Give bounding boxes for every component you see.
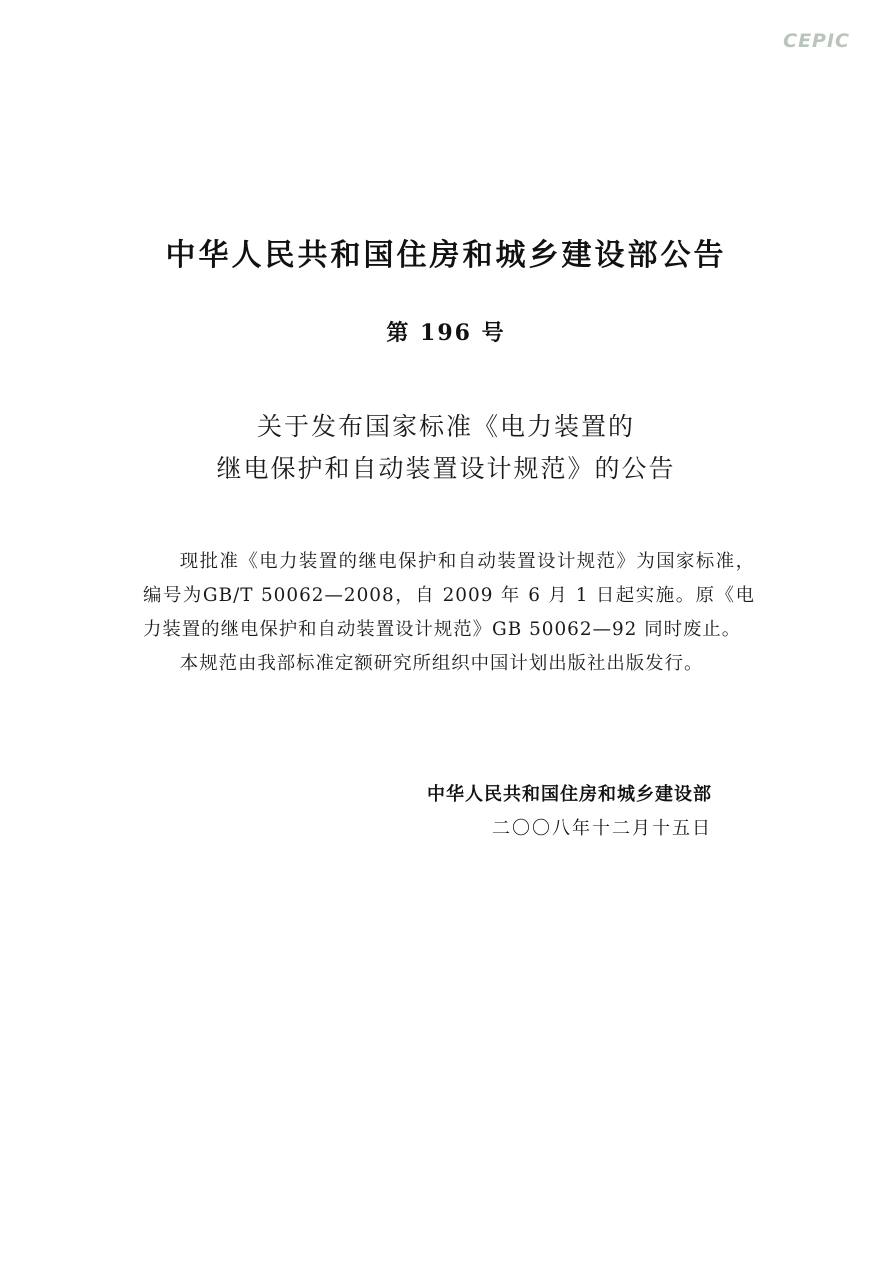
announcement-number: 第 196 号: [386, 320, 506, 346]
body-paragraph-2: 本规范由我部标准定额研究所组织中国计划出版社出版发行。: [179, 653, 704, 674]
body-paragraph-1: 现批准《电力装置的继电保护和自动装置设计规范》为国家标准，编号为GB/T 50062—2008，自 2009 年 6 月 1 日起实施。原《电力装置的继电保护和自动装置设计规范》GB 50062—92 同时废止。: [143, 551, 755, 640]
announcement-body: [143, 545, 755, 681]
subject-line-2: 继电保护和自动装置设计规范》的公告: [216, 454, 676, 483]
announcement-subject: [0, 406, 892, 490]
issue-date: 二〇〇八年十二月十五日: [492, 818, 712, 839]
subject-line-1: 关于发布国家标准《电力装置的: [256, 412, 635, 441]
cepic-watermark-logo: CEPIC: [783, 30, 850, 52]
issuer-signature: 中华人民共和国住房和城乡建设部: [427, 784, 712, 805]
announcement-issuer-title: 中华人民共和国住房和城乡建设部公告: [165, 238, 727, 273]
